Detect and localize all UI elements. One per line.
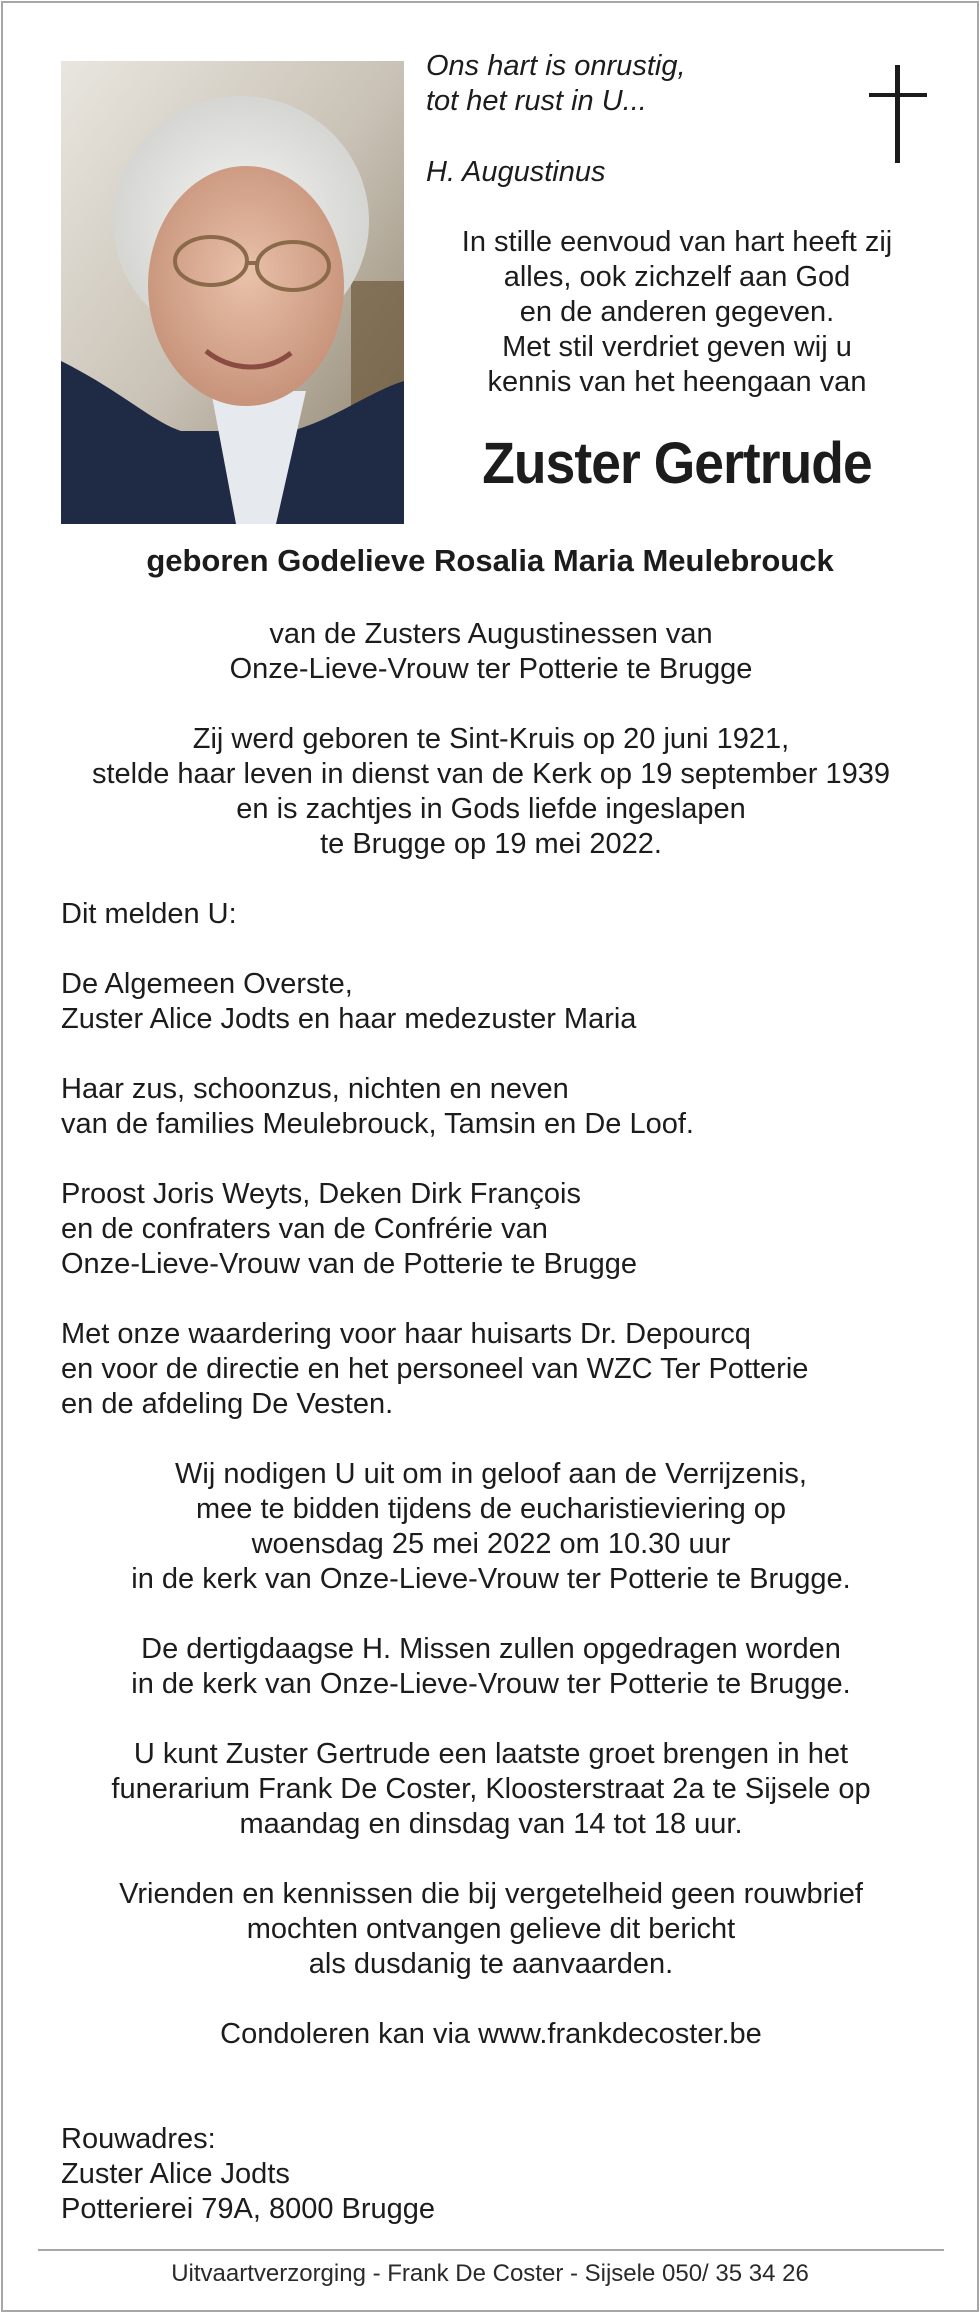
friends-line: Vrienden en kennissen die bij vergetelheid geen rouwbrief bbox=[119, 1878, 863, 1910]
announcer-line: en de afdeling De Vesten. bbox=[61, 1388, 394, 1420]
footer-credit: Uitvaartverzorging - Frank De Coster - Sijsele 050/ 35 34 26 bbox=[171, 2260, 809, 2287]
mourning-address bbox=[61, 2122, 921, 2227]
portrait-image bbox=[61, 61, 404, 524]
congregation-line: Onze-Lieve-Vrouw ter Potterie te Brugge bbox=[229, 653, 753, 685]
announcer-line: Met onze waardering voor haar huisarts Dr. Depourcq bbox=[61, 1318, 751, 1350]
mass-line: Wij nodigen U uit om in geloof aan de Verrijzenis, bbox=[175, 1458, 807, 1490]
intro-line: In stille eenvoud van hart heeft zij bbox=[461, 226, 893, 258]
thirty-day-line: in de kerk van Onze-Lieve-Vrouw ter Potterie te Brugge. bbox=[131, 1668, 851, 1700]
friends-line: als dusdanig te aanvaarden. bbox=[308, 1948, 674, 1980]
visit-line: maandag en dinsdag van 14 tot 18 uur. bbox=[239, 1808, 743, 1840]
quote-line: Ons hart is onrustig, bbox=[426, 50, 686, 82]
life-details bbox=[61, 722, 921, 862]
thirty-day-mass bbox=[61, 1632, 921, 1702]
announcer-group bbox=[61, 1072, 921, 1142]
quote-line: tot het rust in U... bbox=[426, 85, 647, 117]
portrait-photo bbox=[61, 61, 404, 524]
congregation bbox=[61, 617, 921, 687]
announce-intro: Dit melden U: bbox=[61, 898, 237, 930]
visit-line: U kunt Zuster Gertrude een laatste groet brengen in het bbox=[133, 1738, 849, 1770]
life-line: te Brugge op 19 mei 2022. bbox=[320, 828, 662, 860]
condolence-link[interactable]: Condoleren kan via www.frankdecoster.be bbox=[220, 2018, 762, 2050]
announcer-group bbox=[61, 1177, 921, 1282]
life-line: en is zachtjes in Gods liefde ingeslapen bbox=[236, 793, 746, 825]
intro-line: alles, ook zichzelf aan God bbox=[503, 261, 851, 293]
mass-details bbox=[61, 1457, 921, 1597]
footer-divider bbox=[38, 2249, 944, 2251]
address-line: Zuster Alice Jodts bbox=[61, 2158, 290, 2190]
life-line: stelde haar leven in dienst van de Kerk op 19 september 1939 bbox=[91, 758, 891, 790]
intro-line: Met stil verdriet geven wij u bbox=[502, 331, 852, 363]
obituary-body bbox=[61, 617, 921, 2227]
announcer-line: Proost Joris Weyts, Deken Dirk François bbox=[61, 1178, 581, 1210]
address-line: Potterierei 79A, 8000 Brugge bbox=[61, 2193, 436, 2225]
announcer-group bbox=[61, 1317, 921, 1422]
congregation-line: van de Zusters Augustinessen van bbox=[269, 618, 713, 650]
quote-author: H. Augustinus bbox=[426, 156, 606, 188]
announcer-line: Haar zus, schoonzus, nichten en neven bbox=[61, 1073, 569, 1105]
visitation bbox=[61, 1737, 921, 1842]
announcer-line: van de families Meulebrouck, Tamsin en De Loof. bbox=[61, 1108, 694, 1140]
cross-icon bbox=[869, 65, 927, 163]
friends-line: mochten ontvangen gelieve dit bericht bbox=[246, 1913, 736, 1945]
announcer-line: en voor de directie en het personeel van WZC Ter Potterie bbox=[61, 1353, 809, 1385]
friends-notice bbox=[61, 1877, 921, 1982]
birth-name: geboren Godelieve Rosalia Maria Meulebrouck bbox=[146, 543, 834, 578]
obituary-card bbox=[1, 1, 979, 2312]
address-line: Rouwadres: bbox=[61, 2123, 216, 2155]
visit-line: funerarium Frank De Coster, Kloosterstraat 2a te Sijsele op bbox=[111, 1773, 871, 1805]
deceased-name: Zuster Gertrude bbox=[482, 431, 872, 496]
mass-line: mee te bidden tijdens de eucharistieviering op bbox=[195, 1493, 787, 1525]
announcer-line: Zuster Alice Jodts en haar medezuster Maria bbox=[61, 1003, 637, 1035]
mass-line: woensdag 25 mei 2022 om 10.30 uur bbox=[251, 1528, 731, 1560]
thirty-day-line: De dertigdaagse H. Missen zullen opgedragen worden bbox=[141, 1633, 841, 1665]
intro-text bbox=[408, 225, 946, 400]
intro-line: kennis van het heengaan van bbox=[487, 366, 867, 398]
announcer-line: Onze-Lieve-Vrouw van de Potterie te Brugge bbox=[61, 1248, 638, 1280]
announcer-line: en de confraters van de Confrérie van bbox=[61, 1213, 548, 1245]
quote bbox=[426, 49, 826, 190]
announcer-line: De Algemeen Overste, bbox=[61, 968, 353, 1000]
mass-line: in de kerk van Onze-Lieve-Vrouw ter Potterie te Brugge. bbox=[131, 1563, 851, 1595]
announcer-group bbox=[61, 967, 921, 1037]
intro-line: en de anderen gegeven. bbox=[519, 296, 835, 328]
life-line: Zij werd geboren te Sint-Kruis op 20 juni 1921, bbox=[192, 723, 790, 755]
